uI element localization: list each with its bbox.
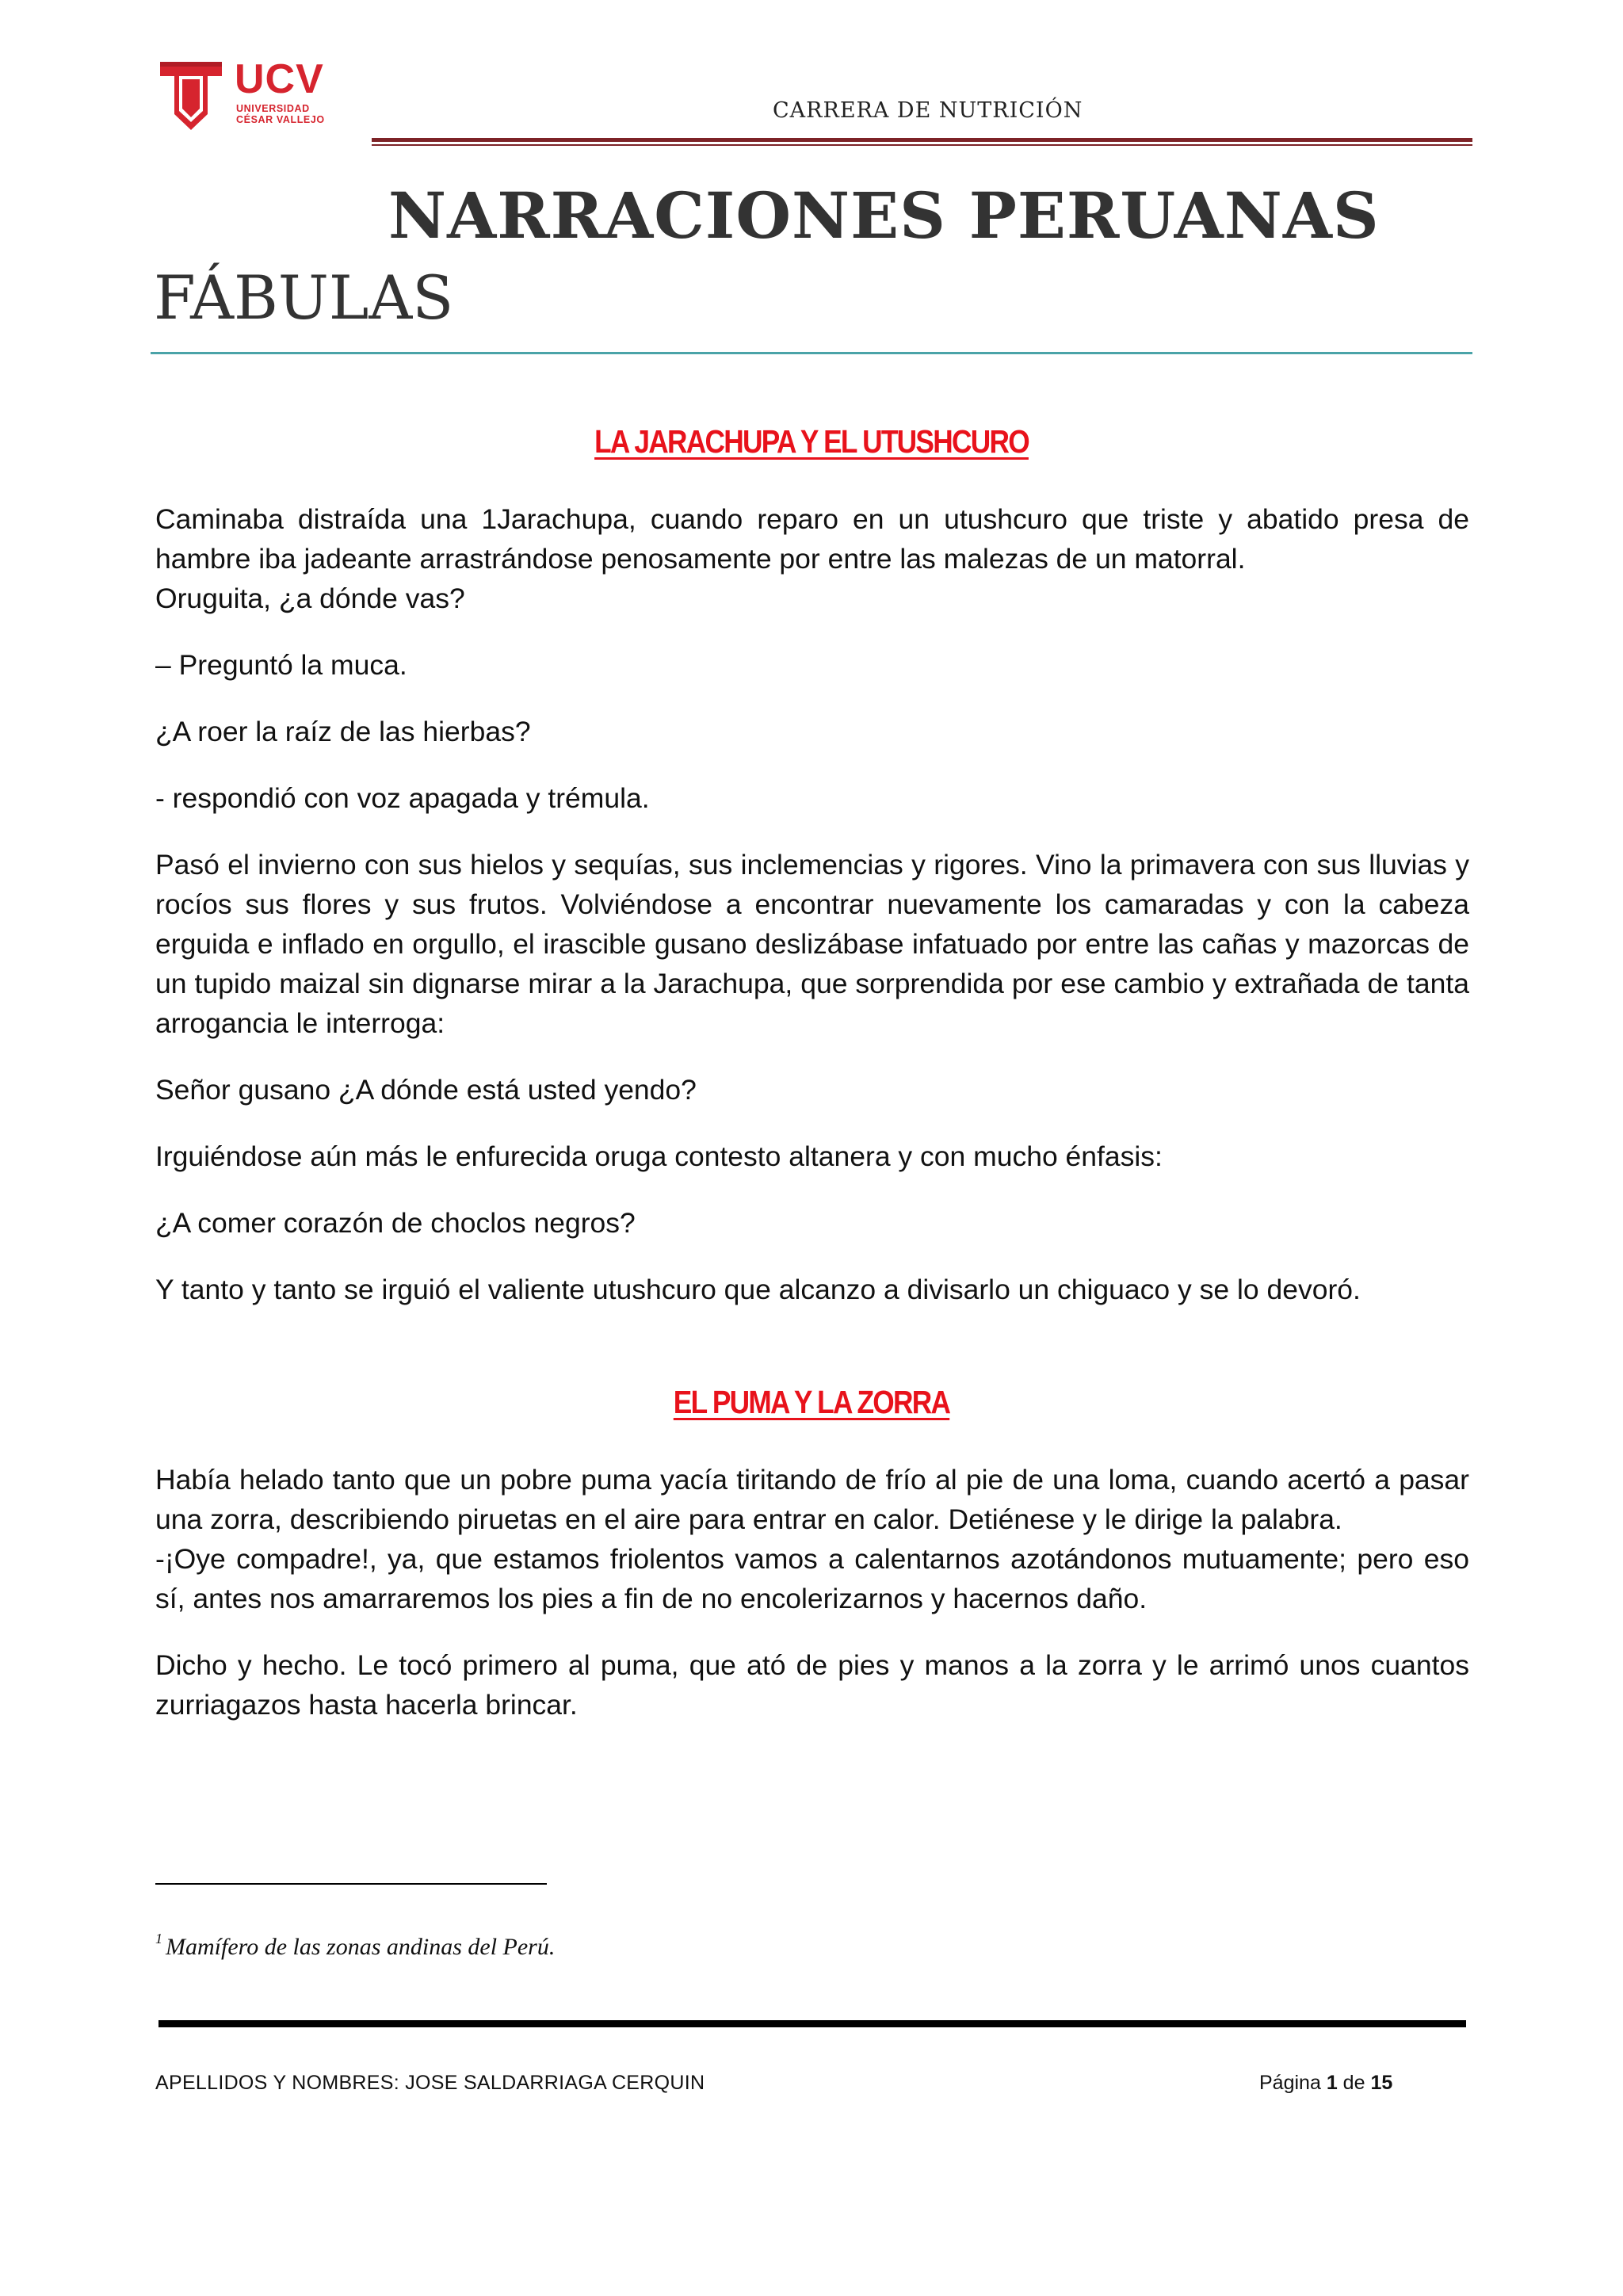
paragraph: ¿A comer corazón de choclos negros? xyxy=(155,1207,636,1239)
logo-wordmark: UCV xyxy=(235,56,324,102)
university-logo xyxy=(158,56,333,135)
paragraph: -¡Oye compadre!, ya, que estamos friolentos vamos a calentarnos azotándonos mutuamente; pero eso sí, antes nos amarraremos los pies a fin de no encolerizarnos y hacernos daño. xyxy=(155,1543,1469,1614)
page-total: 15 xyxy=(1370,2072,1393,2094)
footer-rule xyxy=(158,2020,1466,2027)
page-current: 1 xyxy=(1326,2072,1338,2094)
paragraph: - respondió con voz apagada y trémula. xyxy=(155,782,650,814)
paragraph: Dicho y hecho. Le tocó primero al puma, que ató de pies y manos a la zorra y le arrimó unos cuantos zurriagazos hasta hacerla brincar. xyxy=(155,1649,1469,1721)
story-title-jarachupa: LA JARACHUPA Y EL UTUSHCURO xyxy=(594,423,1029,460)
story-body-jarachupa xyxy=(155,499,1469,1336)
document-title: NARRACIONES PERUANAS xyxy=(388,178,1380,253)
page-number xyxy=(1259,2072,1392,2095)
header-rule-thin xyxy=(372,144,1472,146)
ucv-shield-icon xyxy=(158,59,223,132)
career-header: CARRERA DE NUTRICIÓN xyxy=(773,98,1083,123)
paragraph: Había helado tanto que un pobre puma yacía tiritando de frío al pie de una loma, cuando acertó a pasar una zorra, describiendo piruetas en el aire para entrar en calor. Detiénese y le dirige la palabra. xyxy=(155,1464,1469,1535)
logo-subtext xyxy=(236,103,325,125)
footnote-marker: 1 xyxy=(155,1931,162,1946)
paragraph: Pasó el invierno con sus hielos y sequías, sus inclemencias y rigores. Vino la primavera con sus lluvias y rocíos sus flores y sus frutos. Volviéndose a encontrar nuevamente los camaradas y con la cabeza erguida e inflado en orgullo, el irascible gusano deslizábase infatuado por entre las cañas y mazorcas de un tupido maizal sin dignarse mirar a la Jarachupa, que sorprendida por ese cambio y extrañada de tanta arrogancia le interroga: xyxy=(155,849,1469,1039)
story-body-puma xyxy=(155,1460,1469,1752)
paragraph-text: Caminaba distraída una 1Jarachupa, cuando reparo en un utushcuro que triste y abatido presa de hambre iba jadeante arrastrándose penosamente por entre las malezas de un matorral. xyxy=(155,503,1469,575)
story-title-puma: EL PUMA Y LA ZORRA xyxy=(673,1384,950,1420)
paragraph: Oruguita, ¿a dónde vas? xyxy=(155,583,465,614)
paragraph: Y tanto y tanto se irguió el valiente utushcuro que alcanzo a divisarlo un chiguaco y se lo devoró. xyxy=(155,1274,1361,1305)
paragraph xyxy=(155,499,1469,579)
paragraph: Irguiéndose aún más le enfurecida oruga contesto altanera y con mucho énfasis: xyxy=(155,1140,1163,1172)
logo-subtext-line-1: UNIVERSIDAD xyxy=(236,103,310,114)
paragraph: Señor gusano ¿A dónde está usted yendo? xyxy=(155,1074,697,1106)
footer-author: APELLIDOS Y NOMBRES: JOSE SALDARRIAGA CERQUIN xyxy=(155,2072,705,2094)
page-separator: de xyxy=(1342,2072,1365,2094)
logo-subtext-line-2: CÉSAR VALLEJO xyxy=(236,114,325,125)
document-subtitle: FÁBULAS xyxy=(154,262,454,333)
footnote-separator xyxy=(155,1883,547,1885)
footnote xyxy=(155,1931,556,1961)
header-rule-thick xyxy=(372,138,1472,142)
footnote-text: Mamífero de las zonas andinas del Perú. xyxy=(166,1934,556,1960)
title-divider xyxy=(151,352,1472,354)
paragraph: – Preguntó la muca. xyxy=(155,649,407,681)
page-word: Página xyxy=(1259,2072,1321,2094)
paragraph: ¿A roer la raíz de las hierbas? xyxy=(155,716,531,747)
